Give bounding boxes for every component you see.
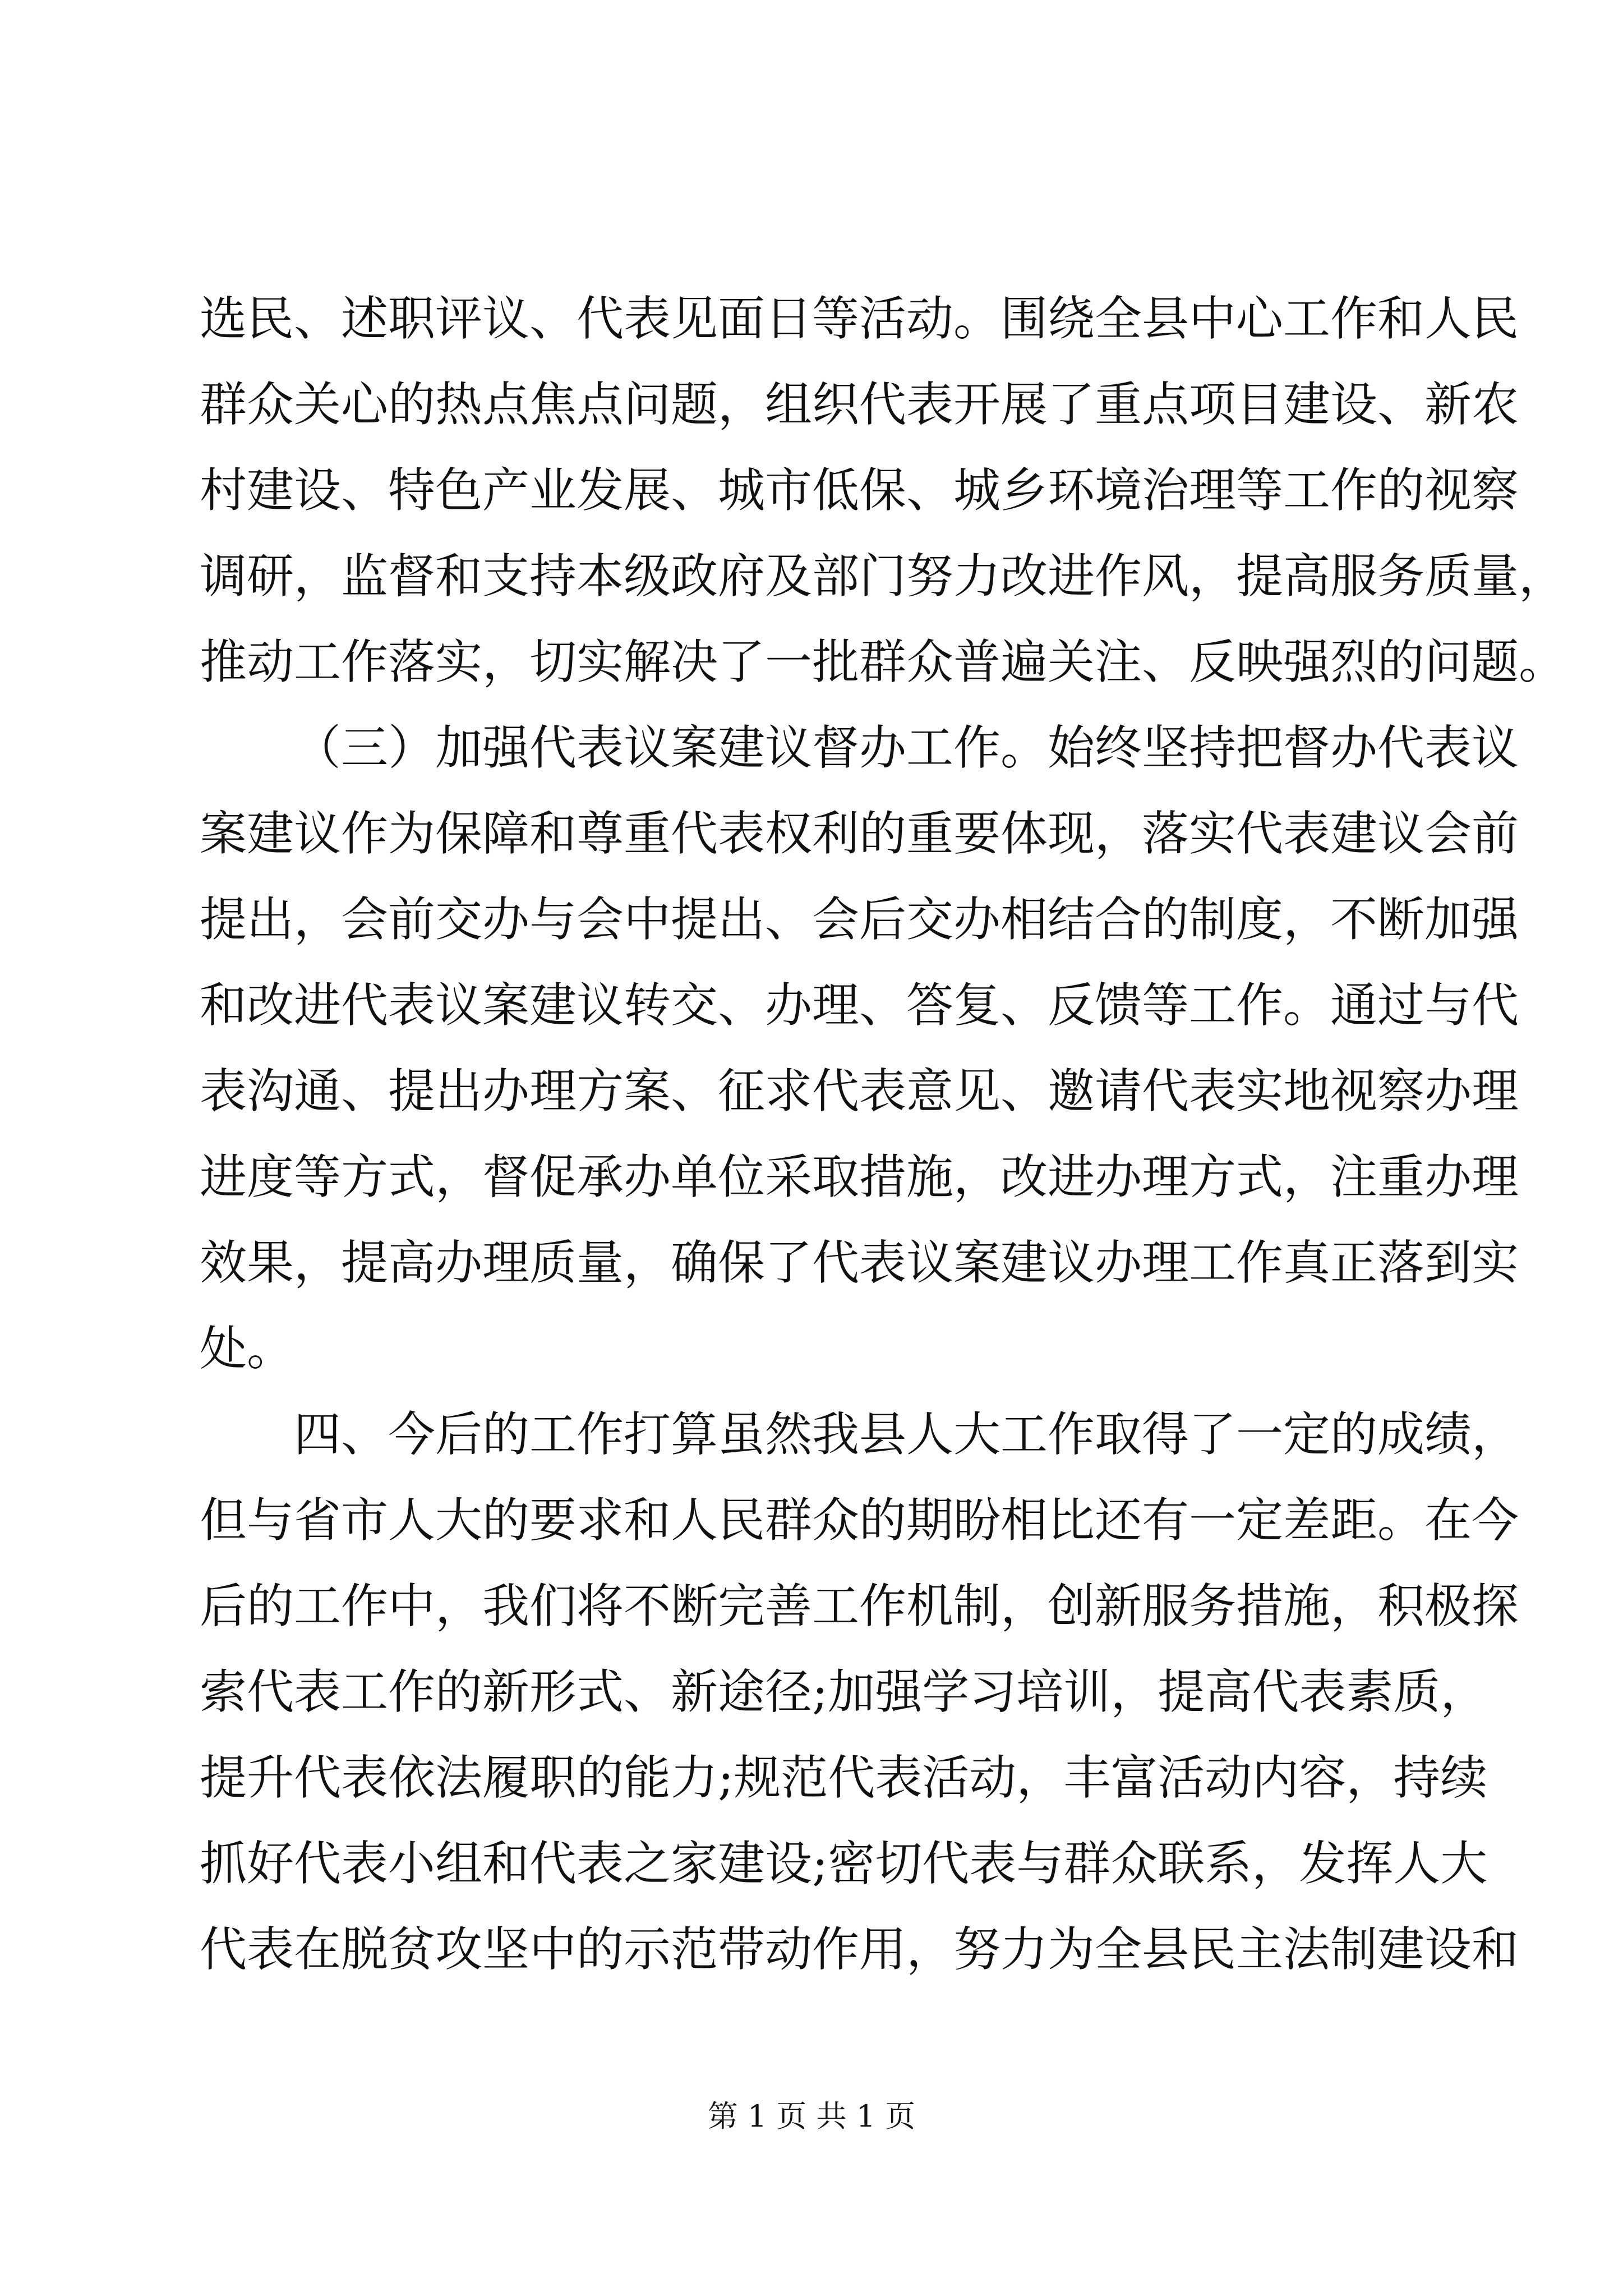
paragraph-start-line: 四、今后的工作打算虽然我县人大工作取得了一定的成绩， [294, 1407, 1519, 1462]
text-line: 调研，监督和支持本级政府及部门努力改进作风，提高服务质量， [200, 549, 1566, 604]
text-line: 提出，会前交办与会中提出、会后交办相结合的制度，不断加强 [200, 892, 1519, 947]
text-line: 进度等方式，督促承办单位采取措施，改进办理方式，注重办理 [200, 1149, 1519, 1204]
text-line: 后的工作中，我们将不断完善工作机制，创新服务措施，积极探 [200, 1579, 1519, 1634]
text-line: 抓好代表小组和代表之家建设;密切代表与群众联系，发挥人大 [200, 1836, 1488, 1891]
page-footer: 第 1 页 共 1 页 [707, 2099, 916, 2134]
text-line: 但与省市人大的要求和人民群众的期盼相比还有一定差距。在今 [200, 1493, 1519, 1548]
document-body [200, 276, 1566, 1993]
paragraph-end-line: 处。 [200, 1321, 294, 1376]
text-line: 推动工作落实，切实解决了一批群众普遍关注、反映强烈的问题。 [200, 634, 1566, 689]
text-line: 和改进代表议案建议转交、办理、答复、反馈等工作。通过与代 [200, 978, 1519, 1033]
text-line: 索代表工作的新形式、新途径;加强学习培训，提高代表素质， [200, 1664, 1488, 1719]
text-line: 选民、述职评议、代表见面日等活动。围绕全县中心工作和人民 [200, 291, 1519, 346]
text-line: 提升代表依法履职的能力;规范代表活动，丰富活动内容，持续 [200, 1750, 1488, 1805]
paragraph-start-line: （三）加强代表议案建议督办工作。始终坚持把督办代表议 [294, 720, 1519, 775]
text-line: 代表在脱贫攻坚中的示范带动作用，努力为全县民主法制建设和 [200, 1922, 1519, 1977]
text-line: 效果，提高办理质量，确保了代表议案建议办理工作真正落到实 [200, 1235, 1519, 1290]
text-line: 表沟通、提出办理方案、征求代表意见、邀请代表实地视察办理 [200, 1064, 1519, 1119]
text-line: 群众关心的热点焦点问题，组织代表开展了重点项目建设、新农 [200, 377, 1519, 432]
text-line: 案建议作为保障和尊重代表权利的重要体现，落实代表建议会前 [200, 806, 1519, 861]
text-line: 村建设、特色产业发展、城市低保、城乡环境治理等工作的视察 [200, 463, 1519, 518]
